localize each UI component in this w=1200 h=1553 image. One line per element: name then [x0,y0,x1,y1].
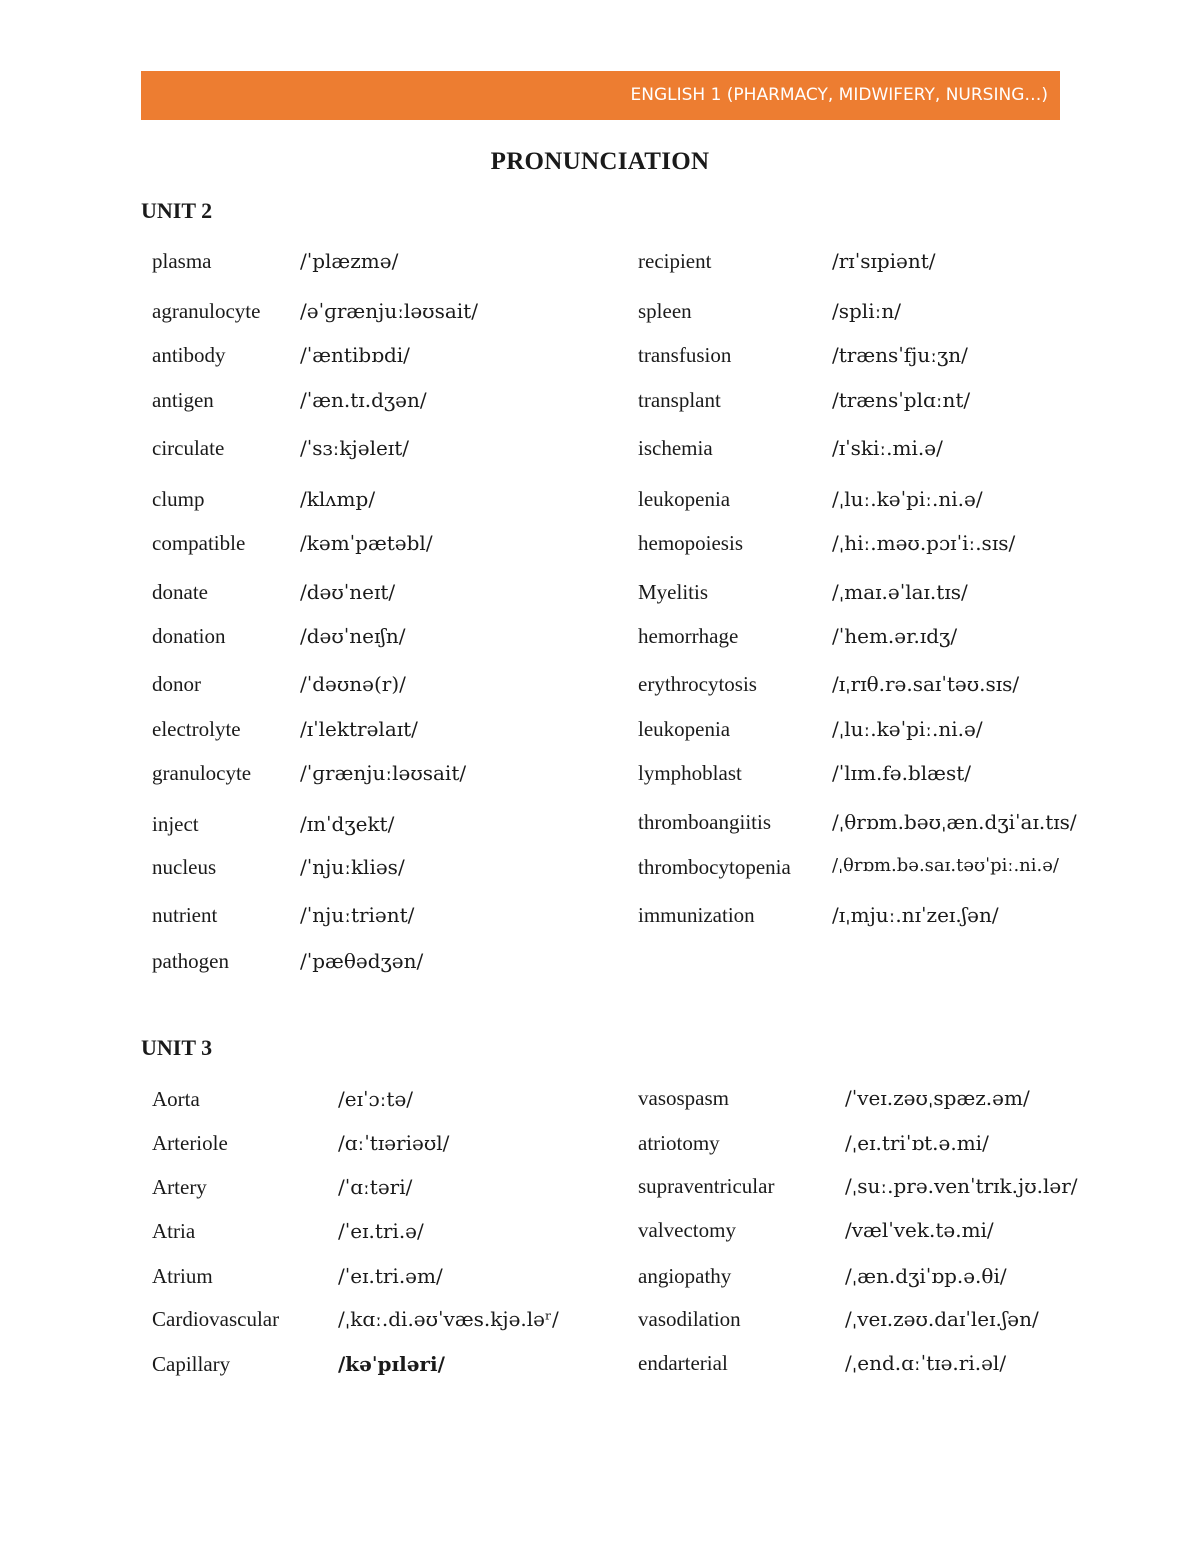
vocab-pronunciation: /ˌluː.kəˈpiː.ni.ə/ [832,487,983,511]
vocab-pronunciation: /ˈplæzmə/ [300,249,399,273]
vocab-word: Cardiovascular [152,1307,280,1331]
vocab-word: clump [152,487,205,511]
vocab-pronunciation: /dəʊˈneɪt/ [300,580,396,604]
vocab-pronunciation: /ˈɡrænjuːləʊsait/ [300,761,467,785]
vocab-word: Arteriole [152,1131,228,1155]
vocab-pronunciation: /trænsˈfjuːʒn/ [832,343,968,367]
vocab-word: donate [152,580,208,604]
vocab-pronunciation: /ˌluː.kəˈpiː.ni.ə/ [832,717,983,741]
vocab-pronunciation: /ˈhem.ər.ɪdʒ/ [832,624,958,648]
vocab-word: Myelitis [638,580,709,604]
vocab-word: agranulocyte [152,299,261,323]
vocab-word: leukopenia [638,487,731,511]
vocab-word: donor [152,672,201,696]
unit-3-title: UNIT 3 [141,1035,213,1060]
vocab-pronunciation: /ˌeɪ.triˈɒt.ə.mi/ [845,1131,989,1155]
vocab-word: Atrium [152,1264,213,1288]
vocab-word: Capillary [152,1352,231,1376]
vocab-word: circulate [152,436,225,460]
vocab-pronunciation: /trænsˈplɑːnt/ [832,388,971,412]
vocab-pronunciation: /ˌveɪ.zəʊ.daɪˈleɪ.ʃən/ [845,1307,1039,1331]
vocab-word: nucleus [152,855,217,879]
vocab-word: thrombocytopenia [638,855,791,879]
vocab-pronunciation: /rɪˈsɪpiənt/ [832,249,936,273]
vocab-word: hemopoiesis [638,531,743,555]
vocab-pronunciation: /ˈæntibɒdi/ [300,343,410,367]
vocab-word: nutrient [152,903,218,927]
vocab-pronunciation: /ɪˈskiː.mi.ə/ [832,436,943,460]
vocab-pronunciation: /ˈeɪ.tri.ə/ [338,1219,424,1243]
vocab-pronunciation: /ˈnjuːkliəs/ [300,855,405,879]
vocab-word: atriotomy [638,1131,720,1155]
page-title: PRONUNCIATION [490,148,710,175]
vocab-word: spleen [638,299,692,323]
vocab-word: recipient [638,249,712,273]
vocab-word: angiopathy [638,1264,732,1288]
vocab-pronunciation: /vælˈvek.tə.mi/ [845,1218,994,1242]
vocab-pronunciation: /klʌmp/ [300,487,376,511]
vocab-word: lymphoblast [638,761,742,785]
vocab-word: Aorta [152,1087,200,1111]
vocab-word: inject [152,812,199,836]
vocab-pronunciation: /kəmˈpætəbl/ [300,531,433,555]
vocab-word: pathogen [152,949,229,973]
vocab-pronunciation: /dəʊˈneɪʃn/ [300,624,406,648]
vocab-pronunciation: /ɪˈlektrəlaɪt/ [300,717,418,741]
vocab-word: transfusion [638,343,732,367]
vocab-word: electrolyte [152,717,241,741]
vocab-pronunciation: /ˌθrɒm.bəʊˌæn.dʒiˈaɪ.tɪs/ [832,810,1077,834]
vocab-pronunciation: /ˈsɜːkjəleɪt/ [300,436,409,460]
vocab-pronunciation: /əˈɡrænjuːləʊsait/ [300,299,478,323]
vocab-pronunciation: /ɪˌmjuː.nɪˈzeɪ.ʃən/ [832,903,999,927]
vocab-pronunciation: /ˈveɪ.zəʊˌspæz.əm/ [845,1086,1030,1110]
vocab-pronunciation: /ɪˌrɪθ.rə.saɪˈtəʊ.sɪs/ [832,672,1020,696]
header-text: ENGLISH 1 (PHARMACY, MIDWIFERY, NURSING…) [630,85,1048,105]
vocab-pronunciation: /ˌsuː.prə.venˈtrɪk.jʊ.lər/ [845,1174,1078,1198]
vocab-word: transplant [638,388,721,412]
vocab-word: supraventricular [638,1174,775,1198]
vocab-word: vasospasm [638,1086,729,1110]
vocab-word: ischemia [638,436,713,460]
vocab-word: thromboangiitis [638,810,771,834]
vocab-pronunciation: /ˌkɑː.di.əʊˈvæs.kjə.ləʳ/ [338,1307,559,1331]
vocab-pronunciation: /ˌhiː.məʊ.pɔɪˈiː.sɪs/ [832,531,1016,555]
vocab-word: granulocyte [152,761,252,785]
vocab-word: donation [152,624,226,648]
vocab-word: erythrocytosis [638,672,757,696]
vocab-pronunciation: /ˌæn.dʒiˈɒp.ə.θi/ [845,1264,1007,1288]
vocab-word: compatible [152,531,246,555]
vocab-pronunciation: /ɑːˈtɪəriəʊl/ [338,1131,450,1155]
vocab-word: vasodilation [638,1307,741,1331]
vocab-word: immunization [638,903,755,927]
vocab-word: valvectomy [638,1218,736,1242]
vocab-pronunciation: /ˌend.ɑːˈtɪə.ri.əl/ [845,1351,1007,1375]
vocab-word: antigen [152,388,214,412]
vocab-word: antibody [152,343,226,367]
vocab-pronunciation: /ˌθrɒm.bə.saɪ.təʊˈpiː.ni.ə/ [832,855,1059,876]
vocab-pronunciation: /ˈlɪm.fə.blæst/ [832,761,971,785]
vocab-pronunciation: /spliːn/ [832,299,901,323]
vocab-word: Atria [152,1219,196,1243]
header-bar [141,71,1060,120]
vocab-word: endarterial [638,1351,728,1375]
vocab-pronunciation: /ɪnˈdʒekt/ [300,812,395,836]
vocab-pronunciation: /ˈnjuːtriənt/ [300,903,415,927]
vocab-pronunciation: /ˈeɪ.tri.əm/ [338,1264,443,1288]
vocab-word: Artery [152,1175,207,1199]
vocab-pronunciation: /ˈpæθədʒən/ [300,949,424,973]
unit-2-title: UNIT 2 [141,198,213,223]
vocab-pronunciation: /ˈæn.tɪ.dʒən/ [300,388,427,412]
vocab-word: leukopenia [638,717,731,741]
vocab-pronunciation: /ˌmaɪ.əˈlaɪ.tɪs/ [832,580,968,604]
vocab-word: plasma [152,249,212,273]
vocab-pronunciation: /ˈɑːtəri/ [338,1175,413,1199]
vocab-pronunciation: /eɪˈɔːtə/ [338,1087,414,1111]
vocab-pronunciation: /ˈdəʊnə(r)/ [300,672,406,696]
vocab-pronunciation: /kəˈpɪləri/ [338,1352,445,1376]
vocab-word: hemorrhage [638,624,739,648]
